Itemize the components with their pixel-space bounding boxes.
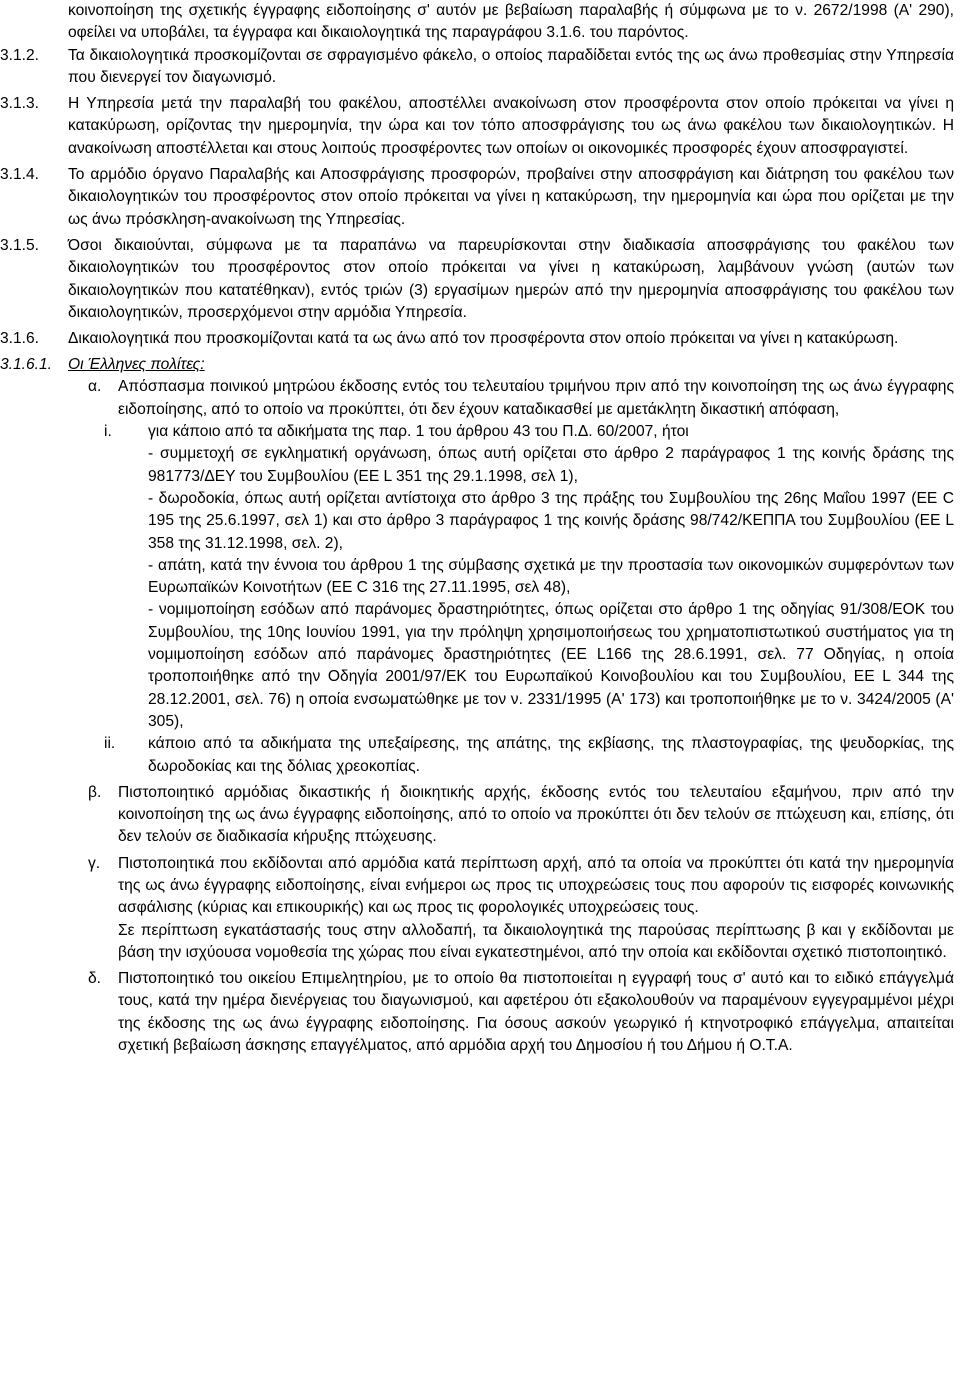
subsection-3-1-6-1 bbox=[0, 354, 960, 376]
section-text: Τα δικαιολογητικά προσκομίζονται σε σφραγισμένο φάκελο, ο οποίος παραδίδεται εντός της ως άνω προθεσμίας στην Υπηρεσία που διενεργεί τον διαγωνισμό. bbox=[68, 46, 954, 86]
roman-text: για κάποιο από τα αδικήματα της παρ. 1 του άρθρου 43 του Π.Δ. 60/2007, ήτοι bbox=[148, 423, 689, 441]
section-number: 3.1.5. bbox=[0, 236, 40, 254]
item-marker: α. bbox=[88, 378, 102, 396]
section-text: Το αρμόδιο όργανο Παραλαβής και Αποσφράγισης προσφορών, προβαίνει στην αποσφράγιση και διάτρηση του φακέλου των δικαιολογητικών του προσφέροντος στον οποίο πρόκειται να γίνει η κατακύρωση, την ημερομηνία και ώρα που ορίζεται με την ως άνω πρόσκληση-ανακοίνωση της Υπηρεσίας. bbox=[68, 166, 954, 228]
roman-marker: ii. bbox=[104, 735, 116, 753]
item-a bbox=[0, 376, 960, 421]
dash-item: - συμμετοχή σε εγκληματική οργάνωση, όπως αυτή ορίζεται στο άρθρο 2 παράγραφος 1 της κοινής δράσης της 981773/ΔΕΥ του Συμβουλίου (ΕΕ L 351 της 29.1.1998, σελ 1), bbox=[148, 445, 954, 485]
section-number: 3.1.4. bbox=[0, 166, 40, 184]
item-a-roman-ii bbox=[0, 733, 960, 778]
section-number: 3.1.6. bbox=[0, 330, 40, 348]
item-a-roman-i bbox=[0, 421, 960, 733]
item-text: Πιστοποιητικό αρμόδιας δικαστικής ή διοικητικής αρχής, έκδοσης εντός του τελευταίου εξαμήνου, πριν από την κοινοποίηση της ως άνω έγγραφης ειδοποίησης, από το οποίο να προκύπτει ότι δεν τελούν σε πτώχευση και, επίσης, ότι δεν τελούν σε διαδικασία κήρυξης πτώχευσης. bbox=[118, 783, 954, 846]
roman-text: κάποιο από τα αδικήματα της υπεξαίρεσης, της απάτης, της εκβίασης, της πλαστογραφίας, της ψευδορκίας, της δωροδοκίας και της δόλιας χρεοκοπίας. bbox=[148, 735, 954, 775]
section-text: Δικαιολογητικά που προσκομίζονται κατά τα ως άνω από τον προσφέροντα στον οποίο πρόκειται να γίνει η κατακύρωση. bbox=[68, 330, 899, 348]
dash-item: - δωροδοκία, όπως αυτή ορίζεται αντίστοιχα στο άρθρο 3 της πράξης του Συμβουλίου της 26ης Μαΐου 1997 (ΕΕ C 195 της 25.6.1997, σελ 1) και στο άρθρο 3 παράγραφος 1 της κοινής δράσης 98/742/ΚΕΠΠΑ του Συμβουλίου (ΕΕ L 358 της 31.12.1998, σελ. 2), bbox=[148, 489, 954, 552]
item-text: Πιστοποιητικά που εκδίδονται από αρμόδια κατά περίπτωση αρχή, από τα οποία να προκύπτει ότι κατά την ημερομηνία της ως άνω έγγραφης ειδοποίησης, είναι ενήμεροι ως προς τις υποχρεώσεις τους που αφορούν τις εισφορές κοινωνικής ασφάλισης (κύριας και επικουρικής) και ως προς τις φορολογικές υποχρεώσεις τους. bbox=[118, 854, 954, 917]
item-text-continuation: Σε περίπτωση εγκατάστασής τους στην αλλοδαπή, τα δικαιολογητικά της παρούσας περίπτωσης β και γ εκδίδονται με βάση την ισχύουσα νομοθεσία της χώρας που είναι εγκατεστημένοι, από την οποία και εκδίδονται σχετικό πιστοποιητικό. bbox=[118, 921, 954, 961]
dash-item: - νομιμοποίηση εσόδων από παράνομες δραστηριότητες, όπως ορίζεται στο άρθρο 1 της οδηγίας 91/308/ΕΟΚ του Συμβουλίου, της 10ης Ιουνίου 1991, για την πρόληψη χρησιμοποιήσεως του χρηματοπιστωτικού συστήματος για τη νομιμοποίηση εσόδων από παράνομες δραστηριότητες (ΕΕ L166 της 28.6.1991, σελ. 77 Οδηγίας, η οποία τροποποιήθηκε από την Οδηγία 2001/97/ΕΚ του Ευρωπαϊκού Κοινοβουλίου και του Συμβουλίου, ΕΕ L 344 της 28.12.2001, σελ. 76) η οποία ενσωματώθηκε με τον ν. 2331/1995 (Α' 173) και τροποποιήθηκε με το ν. 3424/2005 (Α' 305), bbox=[148, 601, 954, 730]
section-number: 3.1.3. bbox=[0, 95, 40, 113]
section-text: Όσοι δικαιούνται, σύμφωνα με τα παραπάνω να παρευρίσκονται στην διαδικασία αποσφράγισης του φακέλου των δικαιολογητικών του προσφέροντος στον οποίο πρόκειται να γίνει η κατακύρωση, λαμβάνουν γνώση (αυτών των δικαιολογητικών που κατατέθηκαν), εντός τριών (3) εργασίμων ημερών από την ημερομηνία αποσφράγισης του φακέλου των δικαιολογητικών, προσερχόμενοι στην αρμόδια Υπηρεσία. bbox=[68, 236, 954, 321]
item-text: Πιστοποιητικό του οικείου Επιμελητηρίου, με το οποίο θα πιστοποιείται η εγγραφή τους σ' αυτό και το ειδικό επάγγελμά τους, κατά την ημέρα διενέργειας του διαγωνισμού, και αφετέρου ότι εξακολουθούν να παραμένουν εγγεγραμμένοι μέχρι της έκδοσης της ως άνω έγγραφης ειδοποίησης. Για όσους ασκούν γεωργικό ή κτηνοτροφικό επάγγελμα, απαιτείται σχετική βεβαίωση άσκησης επαγγέλματος, από αρμόδια αρχή του Δημοσίου ή του Δήμου ή Ο.Τ.Α. bbox=[118, 970, 954, 1055]
item-marker: δ. bbox=[88, 970, 102, 988]
item-d bbox=[0, 968, 960, 1057]
section-3-1-2 bbox=[0, 45, 960, 90]
roman-marker: i. bbox=[104, 423, 112, 441]
subsection-title: Οι Έλληνες πολίτες: bbox=[68, 356, 205, 374]
item-c bbox=[0, 853, 960, 964]
intro-paragraph: κοινοποίηση της σχετικής έγγραφης ειδοποίησης σ' αυτόν με βεβαίωση παραλαβής ή σύμφωνα με το ν. 2672/1998 (Α' 290), οφείλει να υποβάλει, τα έγγραφα και δικαιολογητικά της παραγράφου 3.1.6. του παρόντος. bbox=[68, 2, 954, 42]
dash-item: - απάτη, κατά την έννοια του άρθρου 1 της σύμβασης σχετικά με την προστασία των οικονομικών συμφερόντων των Ευρωπαϊκών Κοινοτήτων (ΕΕ C 316 της 27.11.1995, σελ 48), bbox=[148, 556, 954, 597]
section-3-1-4 bbox=[0, 164, 960, 231]
section-3-1-5 bbox=[0, 235, 960, 324]
section-number: 3.1.2. bbox=[0, 46, 40, 64]
section-text: Η Υπηρεσία μετά την παραλαβή του φακέλου, αποστέλλει ανακοίνωση στον προσφέροντα στον οποίο πρόκειται να γίνει η κατακύρωση, ορίζοντας την ημερομηνία, την ώρα και τον τόπο αποσφράγισης του ως άνω φακέλου των δικαιολογητικών. Η ανακοίνωση αποστέλλεται και στους λοιπούς προσφέροντες των οποίων οι οικονομικές προσφορές έχουν αποσφραγιστεί. bbox=[68, 95, 954, 157]
section-3-1-3 bbox=[0, 93, 960, 160]
item-marker: β. bbox=[88, 783, 102, 801]
item-b bbox=[0, 782, 960, 849]
subsection-number: 3.1.6.1. bbox=[0, 356, 53, 374]
item-marker: γ. bbox=[88, 854, 101, 872]
item-text: Απόσπασμα ποινικού μητρώου έκδοσης εντός του τελευταίου τριμήνου πριν από την κοινοποίηση της ως άνω έγγραφης ειδοποίησης, από το οποίο να προκύπτει, ότι δεν έχουν καταδικασθεί με αμετάκλητη δικαστική απόφαση, bbox=[118, 378, 954, 418]
section-3-1-6 bbox=[0, 328, 960, 350]
